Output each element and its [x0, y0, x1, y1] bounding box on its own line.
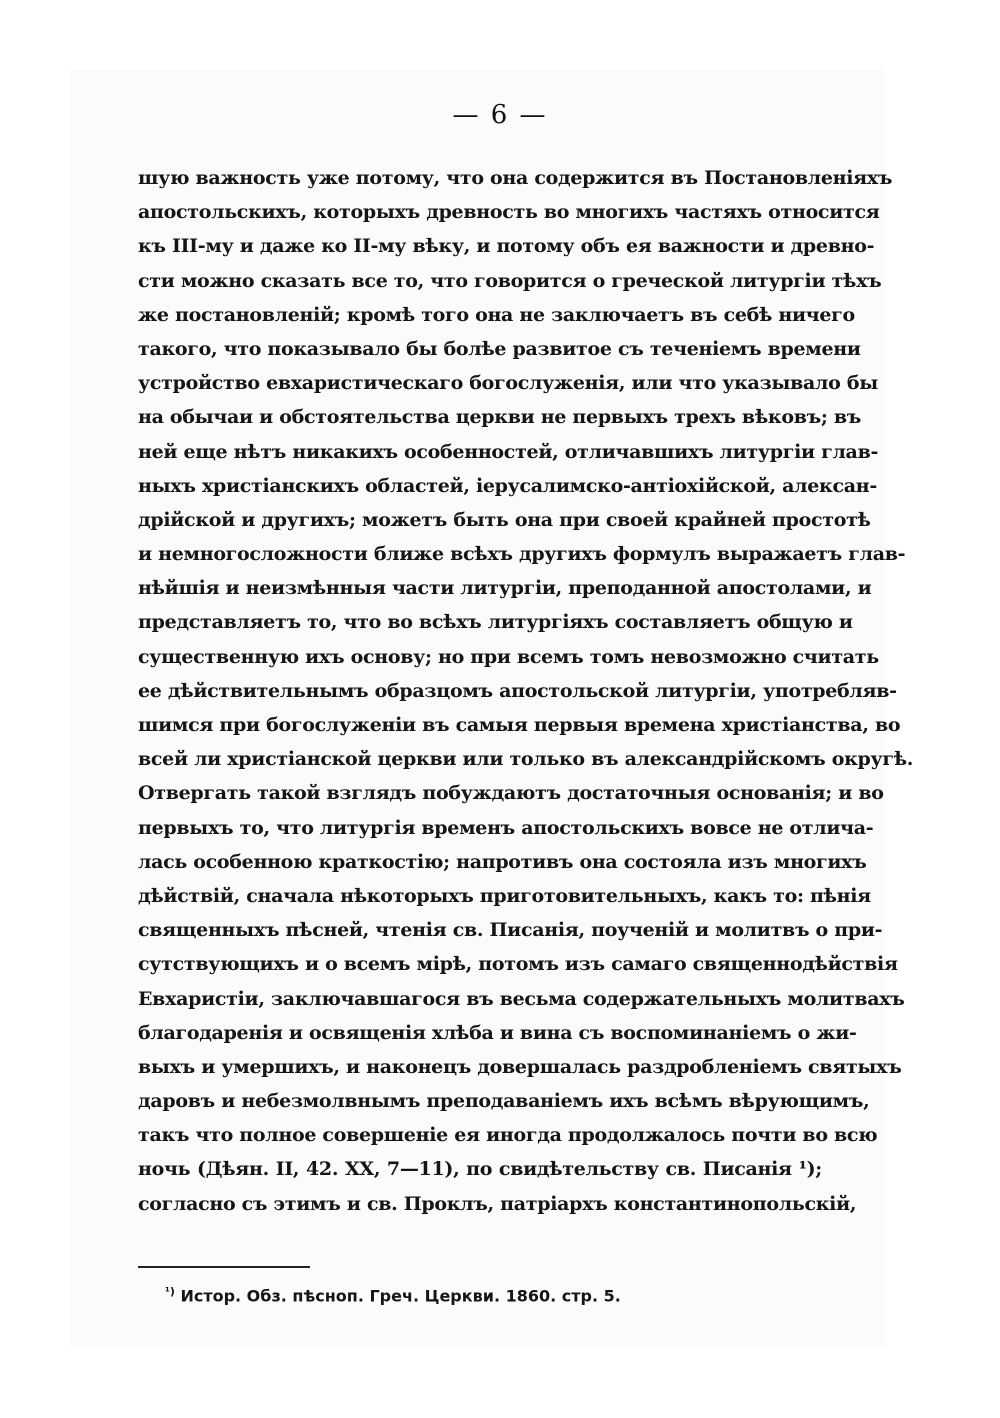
- text-line: ныхъ христіанскихъ областей, іерусалимско-антіохійской, алексан-: [138, 474, 877, 497]
- text-line: шимся при богослуженіи въ самыя первыя времена христіанства, во: [138, 714, 901, 736]
- footnote-divider: [138, 1266, 310, 1268]
- text-line: дрійской и другихъ; можетъ быть она при своей крайней простотѣ: [138, 508, 871, 531]
- text-line: первыхъ то, что литургія временъ апостольскихъ вовсе не отлича-: [138, 816, 874, 839]
- text-line: къ III-му и даже ко II-му вѣку, и потому объ ея важности и древно-: [138, 235, 875, 258]
- text-line: же постановленій; кромѣ того она не заключаетъ въ себѣ ничего: [138, 303, 855, 326]
- text-line: и немногосложности ближе всѣхъ другихъ формулъ выражаетъ глав-: [138, 543, 906, 566]
- text-line: такого, что показывало бы болѣе развитое съ теченіемъ времени: [138, 337, 861, 360]
- text-line: ней еще нѣтъ никакихъ особенностей, отличавшихъ литургіи глав-: [138, 440, 879, 463]
- text-line: дѣйствій, сначала нѣкоторыхъ приготовительныхъ, какъ то: пѣнія: [138, 884, 871, 907]
- text-line: шую важность уже потому, что она содержится въ Постановленіяхъ: [138, 167, 893, 189]
- text-line: лась особенною краткостію; напротивъ она состояла изъ многихъ: [138, 850, 867, 873]
- text-line: на обычаи и обстоятельства церкви не первыхъ трехъ вѣковъ; въ: [138, 406, 862, 429]
- text-line: существенную ихъ основу; но при всемъ томъ невозможно считать: [138, 645, 879, 668]
- footnote-text: Истор. Обз. пѣсноп. Греч. Церкви. 1860. стр. 5.: [180, 1286, 621, 1306]
- body-text: [138, 161, 914, 1221]
- text-line: представляетъ то, что во всѣхъ литургіяхъ составляетъ общую и: [138, 611, 853, 634]
- text-line: сутствующихъ и о всемъ мірѣ, потомъ изъ самаго священнодѣйствія: [138, 953, 898, 976]
- footnote-marker: ¹): [165, 1285, 175, 1298]
- text-line: Отвергать такой взглядъ побуждаютъ достаточныя основанія; и во: [138, 782, 884, 805]
- text-line: даровъ и небезмолвнымъ преподаваніемъ ихъ всѣмъ вѣрующимъ,: [138, 1090, 870, 1113]
- page-number: — 6 —: [452, 100, 548, 130]
- text-line: благодаренія и освященія хлѣба и вина съ воспоминаніемъ о жи-: [138, 1021, 857, 1044]
- text-line: ночь (Дѣян. II, 42. XX, 7—11), по свидѣтельству св. Писанія ¹);: [138, 1158, 822, 1181]
- text-line: выхъ и умершихъ, и наконецъ довершалась раздробленіемъ святыхъ: [138, 1055, 902, 1078]
- text-line: согласно съ этимъ и св. Проклъ, патріархъ константинопольскій,: [138, 1192, 857, 1215]
- text-line: устройство евхаристическаго богослуженія, или что указывало бы: [138, 372, 878, 395]
- footnote: [165, 1285, 621, 1305]
- text-line: ее дѣйствительнымъ образцомъ апостольской литургіи, употребляв-: [138, 679, 897, 702]
- text-line: такъ что полное совершеніе ея иногда продолжалось почти во всю: [138, 1124, 878, 1147]
- text-line: нѣйшія и неизмѣнныя части литургіи, преподанной апостолами, и: [138, 577, 872, 600]
- text-line: сти можно сказать все то, что говорится о греческой литургіи тѣхъ: [138, 269, 882, 292]
- text-line: Евхаристіи, заключавшагося въ весьма содержательныхъ молитвахъ: [138, 987, 905, 1010]
- text-line: священныхъ пѣсней, чтенія св. Писанія, поученій и молитвъ о при-: [138, 919, 883, 942]
- text-line: апостольскихъ, которыхъ древность во многихъ частяхъ относится: [138, 201, 880, 224]
- text-line: всей ли христіанской церкви или только въ александрійскомъ округѣ.: [138, 748, 914, 771]
